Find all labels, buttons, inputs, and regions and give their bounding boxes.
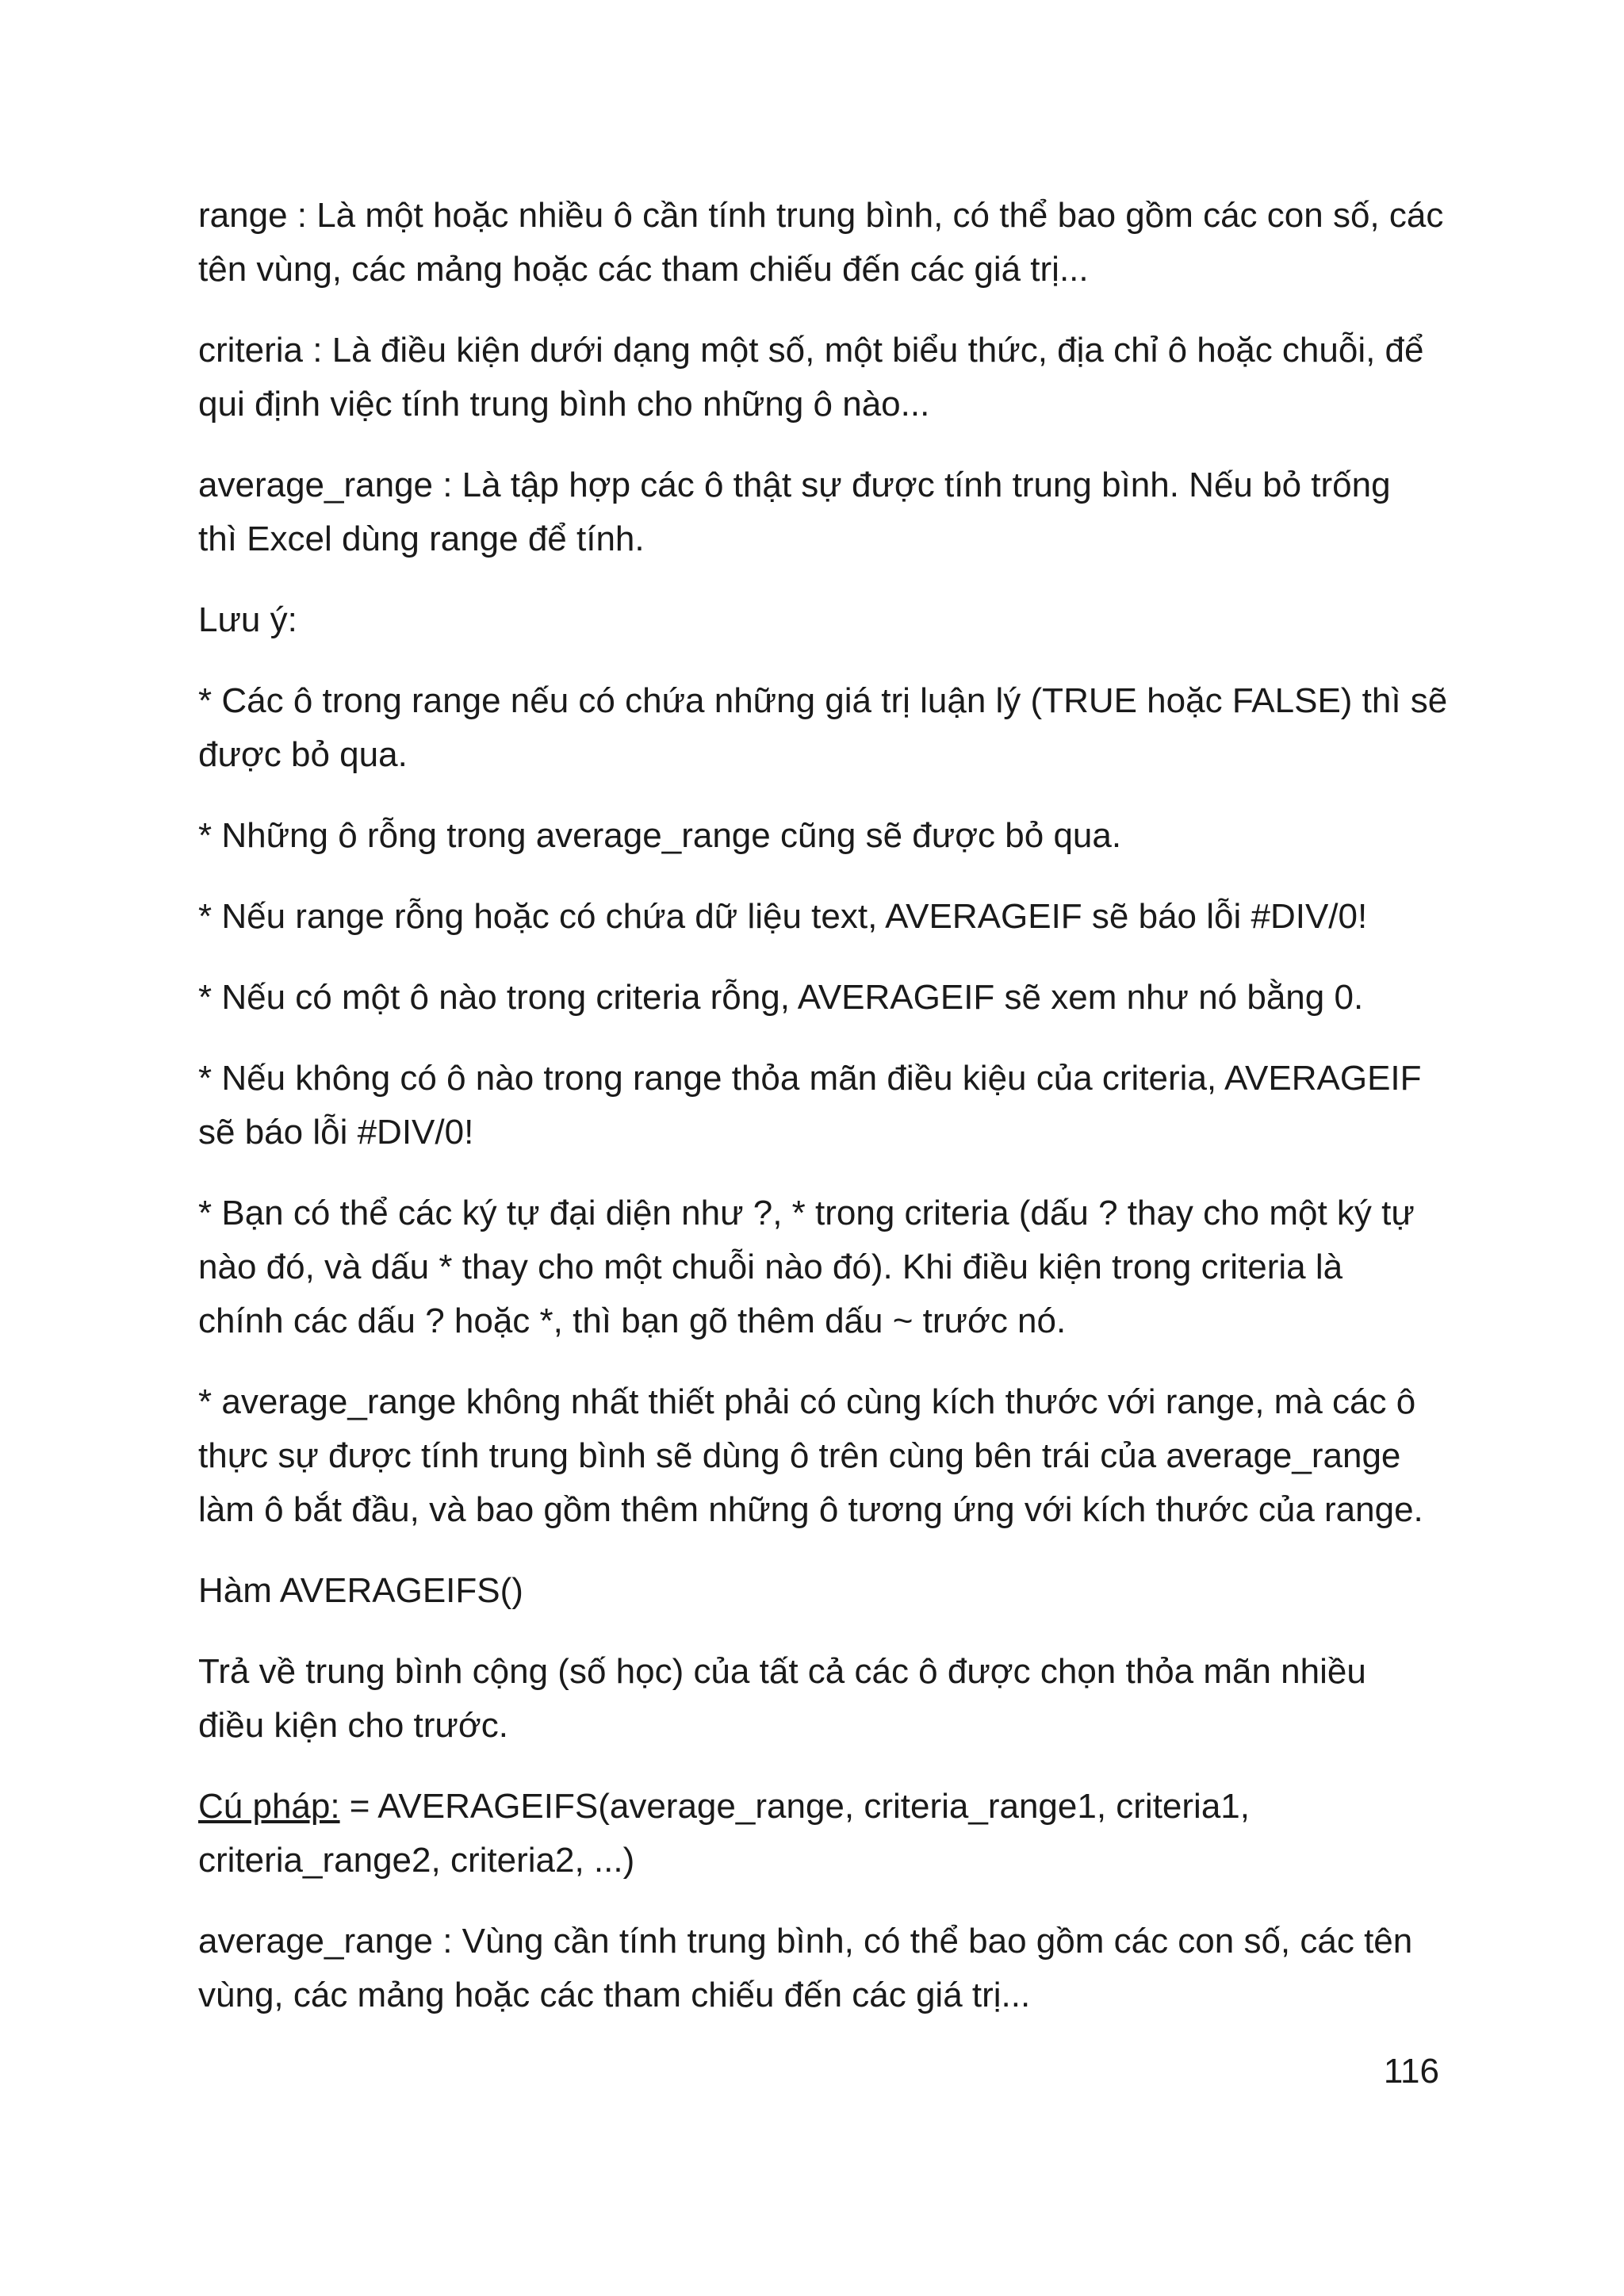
text-line: sẽ báo lỗi #DIV/0!	[198, 1113, 474, 1152]
section-heading-averageifs	[198, 1564, 1451, 1618]
note-item-range-empty-error	[198, 890, 1451, 944]
paragraph-average-range-definition	[198, 458, 1451, 566]
text-line: * Nếu không có ô nào trong range thỏa mãn điều kiệu của criteria, AVERAGEIF	[198, 1059, 1422, 1098]
note-item-no-match-error	[198, 1052, 1451, 1159]
notes-heading	[198, 593, 1451, 647]
paragraph-criteria-definition	[198, 324, 1451, 431]
syntax-label: Cú pháp:	[198, 1787, 340, 1826]
text-line: tên vùng, các mảng hoặc các tham chiếu đến các giá trị...	[198, 250, 1089, 289]
text-line: criteria : Là điều kiện dưới dạng một số, một biểu thức, địa chỉ ô hoặc chuỗi, để	[198, 331, 1424, 370]
text-line: Lưu ý:	[198, 600, 297, 639]
note-item-logical-values	[198, 674, 1451, 782]
document-body	[198, 189, 1451, 2049]
text-line: * Bạn có thể các ký tự đại diện như ?, * trong criteria (dấu ? thay cho một ký tự	[198, 1194, 1415, 1232]
syntax-line	[198, 1780, 1451, 1834]
text-line: được bỏ qua.	[198, 735, 408, 774]
text-line: average_range : Vùng cần tính trung bình, có thể bao gồm các con số, các tên	[198, 1922, 1413, 1961]
text-line: nào đó, và dấu * thay cho một chuỗi nào đó). Khi điều kiện trong criteria là	[198, 1248, 1343, 1286]
text-line: range : Là một hoặc nhiều ô cần tính trung bình, có thể bao gồm các con số, các	[198, 196, 1444, 235]
paragraph-syntax	[198, 1780, 1451, 1888]
text-line: Hàm AVERAGEIFS()	[198, 1571, 523, 1610]
text-line: * Nếu range rỗng hoặc có chứa dữ liệu text, AVERAGEIF sẽ báo lỗi #DIV/0!	[198, 897, 1368, 936]
text-line: criteria_range2, criteria2, ...)	[198, 1841, 635, 1880]
paragraph-averageifs-average-range	[198, 1915, 1451, 2022]
text-line: * average_range không nhất thiết phải có cùng kích thước với range, mà các ô	[198, 1382, 1416, 1421]
syntax-formula: = AVERAGEIFS(average_range, criteria_range1, criteria1,	[339, 1787, 1250, 1826]
note-item-empty-cells	[198, 809, 1451, 863]
text-line: thì Excel dùng range để tính.	[198, 519, 645, 558]
text-line: * Nếu có một ô nào trong criteria rỗng, AVERAGEIF sẽ xem như nó bằng 0.	[198, 978, 1364, 1017]
paragraph-averageifs-description	[198, 1645, 1451, 1753]
page-number: 116	[1383, 2052, 1439, 2091]
text-line: thực sự được tính trung bình sẽ dùng ô trên cùng bên trái của average_range	[198, 1436, 1401, 1475]
text-line: chính các dấu ? hoặc *, thì bạn gõ thêm dấu ~ trước nó.	[198, 1301, 1067, 1340]
text-line: * Những ô rỗng trong average_range cũng sẽ được bỏ qua.	[198, 816, 1122, 855]
paragraph-range-definition	[198, 189, 1451, 297]
text-line: làm ô bắt đầu, và bao gồm thêm những ô tương ứng với kích thước của range.	[198, 1490, 1423, 1529]
text-line: average_range : Là tập hợp các ô thật sự được tính trung bình. Nếu bỏ trống	[198, 466, 1391, 504]
text-line: qui định việc tính trung bình cho những ô nào...	[198, 385, 930, 424]
note-item-criteria-empty	[198, 971, 1451, 1025]
note-item-average-range-size	[198, 1375, 1451, 1537]
text-line: điều kiện cho trước.	[198, 1706, 508, 1745]
text-line: * Các ô trong range nếu có chứa những giá trị luận lý (TRUE hoặc FALSE) thì sẽ	[198, 681, 1448, 720]
text-line: vùng, các mảng hoặc các tham chiếu đến các giá trị...	[198, 1976, 1031, 2014]
text-line: Trả về trung bình cộng (số học) của tất cả các ô được chọn thỏa mãn nhiều	[198, 1652, 1366, 1691]
note-item-wildcards	[198, 1186, 1451, 1348]
